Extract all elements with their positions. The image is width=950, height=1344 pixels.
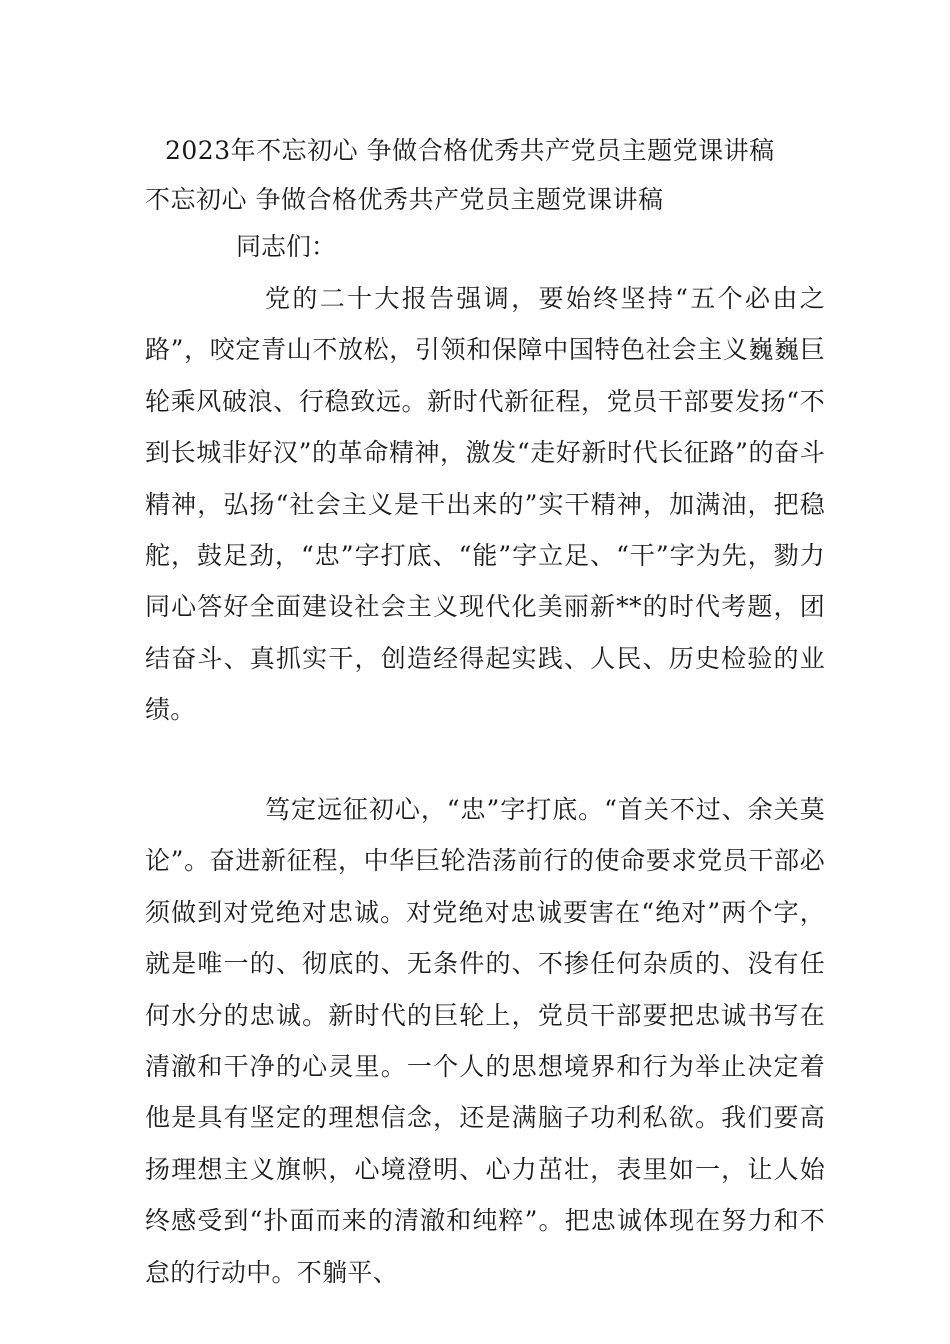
document-subtitle: 不忘初心 争做合格优秀共产党员主题党课讲稿 [145, 185, 664, 214]
body-paragraph: 党的二十大报告强调，要始终坚持“五个必由之路”，咬定青山不放松，引领和保障中国特色社会主义巍巍巨轮乘风破浪、行稳致远。新时代新征程，党员干部要发扬“不到长城非好汉”的革命精神，激发“走好新时代长征路”的奋斗精神，弘扬“社会主义是干出来的”实干精神，加满油，把稳舵，鼓足劲，“忠”字打底、“能”字立足、“干”字为先，勠力同心答好全面建设社会主义现代化美丽新**的时代考题，团结奋斗、真抓实干，创造经得起实践、人民、历史检验的业绩。 [145, 284, 825, 725]
salutation: 同志们： [236, 232, 337, 261]
body-paragraph: 笃定远征初心，“忠”字打底。“首关不过、余关莫论”。奋进新征程，中华巨轮浩荡前行的使命要求党员干部必须做到对党绝对忠诚。对党绝对忠诚要害在“绝对”两个字，就是唯一的、彻底的、无条件的、不掺任何杂质的、没有任何水分的忠诚。新时代的巨轮上，党员干部要把忠诚书写在清澈和干净的心灵里。一个人的思想境界和行为举止决定着他是具有坚定的理想信念，还是满脑子功利私欲。我们要高扬理想主义旗帜，心境澄明、心力茁壮，表里如一，让人始终感受到“扑面而来的清澈和纯粹”。把忠诚体现在努力和不怠的行动中。不躺平、 [145, 795, 825, 1287]
document-title: 2023年不忘初心 争做合格优秀共产党员主题党课讲稿 [165, 136, 775, 165]
